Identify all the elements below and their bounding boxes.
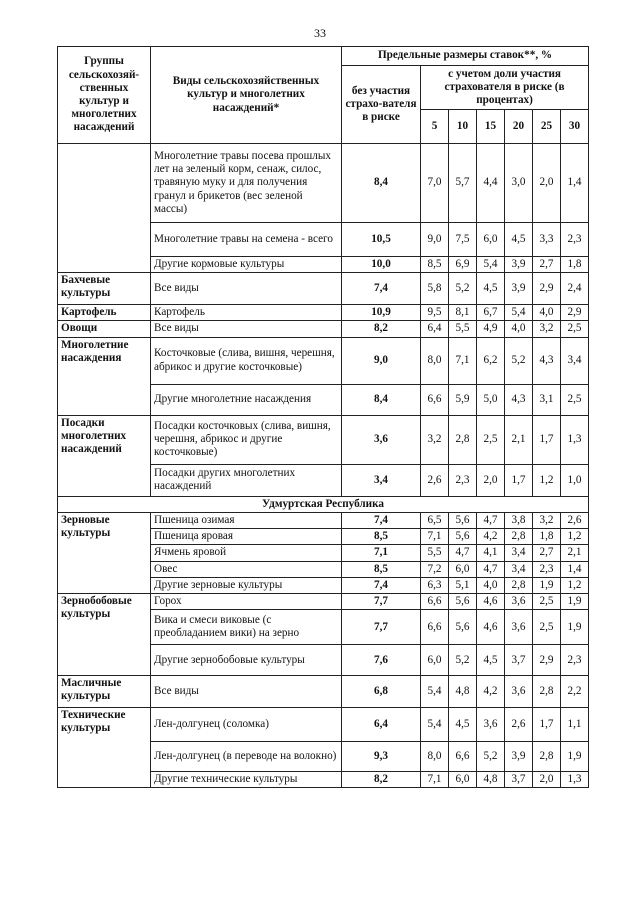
share-rate: 2,8 (533, 676, 561, 708)
share-rate: 1,2 (561, 529, 589, 545)
share-rate: 2,6 (561, 512, 589, 528)
share-rate: 5,6 (449, 610, 477, 645)
share-rate: 5,2 (449, 645, 477, 676)
share-rate: 9,5 (421, 305, 449, 321)
share-rate: 1,9 (533, 577, 561, 593)
crop-name: Другие технические культуры (151, 772, 342, 788)
crop-name: Ячмень яровой (151, 545, 342, 561)
share-rate: 2,6 (421, 464, 449, 496)
base-rate: 8,5 (342, 529, 421, 545)
table-row (58, 337, 589, 384)
header-share: 10 (449, 110, 477, 144)
crop-name: Другие зерновые культуры (151, 577, 342, 593)
share-rate: 2,6 (505, 708, 533, 742)
base-rate: 6,4 (342, 708, 421, 742)
share-rate: 2,3 (561, 223, 589, 257)
group-name: Многолетние насаждения (58, 337, 151, 415)
crop-name: Пшеница яровая (151, 529, 342, 545)
share-rate: 6,6 (449, 742, 477, 772)
share-rate: 6,0 (449, 772, 477, 788)
share-rate: 5,2 (449, 273, 477, 305)
base-rate: 10,5 (342, 223, 421, 257)
base-rate: 6,8 (342, 676, 421, 708)
group-name: Масличные культуры (58, 676, 151, 708)
share-rate: 4,5 (477, 273, 505, 305)
share-rate: 2,9 (533, 273, 561, 305)
base-rate: 7,6 (342, 645, 421, 676)
share-rate: 4,3 (505, 384, 533, 415)
share-rate: 2,3 (561, 645, 589, 676)
share-rate: 2,0 (533, 144, 561, 223)
base-rate: 8,4 (342, 144, 421, 223)
crop-name: Другие зернобобовые культуры (151, 645, 342, 676)
share-rate: 1,8 (533, 529, 561, 545)
header-share: 15 (477, 110, 505, 144)
base-rate: 10,0 (342, 257, 421, 273)
crop-name: Картофель (151, 305, 342, 321)
share-rate: 6,0 (421, 645, 449, 676)
share-rate: 2,5 (561, 321, 589, 337)
header-group: Группы сельскохозяй-ственных культур и многолетних насаждений (58, 47, 151, 144)
share-rate: 3,9 (505, 742, 533, 772)
share-rate: 1,9 (561, 742, 589, 772)
share-rate: 3,4 (561, 337, 589, 384)
share-rate: 4,4 (477, 144, 505, 223)
share-rate: 6,6 (421, 384, 449, 415)
share-rate: 1,7 (533, 415, 561, 464)
crop-name: Другие кормовые культуры (151, 257, 342, 273)
share-rate: 2,0 (533, 772, 561, 788)
share-rate: 2,5 (533, 610, 561, 645)
share-rate: 2,2 (561, 676, 589, 708)
share-rate: 5,4 (477, 257, 505, 273)
group-name: Бахчевые культуры (58, 273, 151, 305)
share-rate: 3,9 (505, 257, 533, 273)
share-rate: 5,2 (477, 742, 505, 772)
share-rate: 3,7 (505, 645, 533, 676)
share-rate: 8,0 (421, 742, 449, 772)
share-rate: 1,7 (533, 708, 561, 742)
base-rate: 7,4 (342, 577, 421, 593)
table-row (58, 593, 589, 609)
share-rate: 3,6 (505, 676, 533, 708)
share-rate: 2,9 (533, 645, 561, 676)
share-rate: 4,8 (477, 772, 505, 788)
share-rate: 6,3 (421, 577, 449, 593)
share-rate: 4,0 (477, 577, 505, 593)
base-rate: 7,7 (342, 610, 421, 645)
insurance-rates-table (57, 46, 589, 788)
table-row (58, 305, 589, 321)
share-rate: 5,5 (449, 321, 477, 337)
share-rate: 8,1 (449, 305, 477, 321)
crop-name: Многолетние травы на семена - всего (151, 223, 342, 257)
base-rate: 3,4 (342, 464, 421, 496)
region-row (58, 496, 589, 512)
share-rate: 2,8 (449, 415, 477, 464)
share-rate: 1,1 (561, 708, 589, 742)
share-rate: 5,6 (449, 593, 477, 609)
share-rate: 1,3 (561, 772, 589, 788)
crop-name: Многолетние травы посева прошлых лет на зеленый корм, сенаж, силос, травяную муку и для получения гранул и брикетов (вес зеленой массы) (151, 144, 342, 223)
share-rate: 5,8 (421, 273, 449, 305)
share-rate: 3,9 (505, 273, 533, 305)
share-rate: 4,5 (477, 645, 505, 676)
base-rate: 8,5 (342, 561, 421, 577)
share-rate: 4,7 (477, 512, 505, 528)
share-rate: 6,2 (477, 337, 505, 384)
share-rate: 5,4 (505, 305, 533, 321)
share-rate: 3,1 (533, 384, 561, 415)
share-rate: 1,8 (561, 257, 589, 273)
header-with-participation: с учетом доли участия страхователя в риске (в процентах) (421, 66, 589, 110)
share-rate: 4,0 (533, 305, 561, 321)
share-rate: 4,7 (477, 561, 505, 577)
table-row (58, 512, 589, 528)
header-share: 20 (505, 110, 533, 144)
share-rate: 8,0 (421, 337, 449, 384)
group-name: Зернобобовые культуры (58, 593, 151, 675)
share-rate: 7,5 (449, 223, 477, 257)
share-rate: 3,4 (505, 561, 533, 577)
header-kind: Виды сельскохозяйственных культур и многолетних насаждений* (151, 47, 342, 144)
base-rate: 7,4 (342, 273, 421, 305)
crop-name: Лен-долгунец (соломка) (151, 708, 342, 742)
crop-name: Горох (151, 593, 342, 609)
share-rate: 2,8 (505, 577, 533, 593)
share-rate: 4,8 (449, 676, 477, 708)
crop-name: Вика и смеси виковые (с преобладанием вики) на зерно (151, 610, 342, 645)
share-rate: 3,8 (505, 512, 533, 528)
table-row (58, 415, 589, 464)
crop-name: Косточковые (слива, вишня, черешня, абрикос и другие косточковые) (151, 337, 342, 384)
group-name: Зерновые культуры (58, 512, 151, 593)
base-rate: 3,6 (342, 415, 421, 464)
share-rate: 2,1 (505, 415, 533, 464)
share-rate: 5,6 (449, 529, 477, 545)
crop-name: Все виды (151, 321, 342, 337)
header-share: 5 (421, 110, 449, 144)
share-rate: 3,6 (505, 593, 533, 609)
share-rate: 6,0 (449, 561, 477, 577)
share-rate: 7,1 (421, 772, 449, 788)
share-rate: 1,4 (561, 144, 589, 223)
share-rate: 5,1 (449, 577, 477, 593)
share-rate: 4,5 (505, 223, 533, 257)
share-rate: 7,1 (421, 529, 449, 545)
group-name: Картофель (58, 305, 151, 321)
group-name: Технические культуры (58, 708, 151, 788)
share-rate: 5,5 (421, 545, 449, 561)
base-rate: 9,3 (342, 742, 421, 772)
share-rate: 6,4 (421, 321, 449, 337)
share-rate: 7,1 (449, 337, 477, 384)
share-rate: 2,1 (561, 545, 589, 561)
share-rate: 5,2 (505, 337, 533, 384)
share-rate: 4,3 (533, 337, 561, 384)
base-rate: 8,2 (342, 321, 421, 337)
share-rate: 5,7 (449, 144, 477, 223)
share-rate: 3,3 (533, 223, 561, 257)
table-row (58, 676, 589, 708)
share-rate: 5,4 (421, 708, 449, 742)
table-row (58, 708, 589, 742)
share-rate: 2,9 (561, 305, 589, 321)
share-rate: 5,6 (449, 512, 477, 528)
share-rate: 6,6 (421, 610, 449, 645)
share-rate: 4,0 (505, 321, 533, 337)
crop-name: Посадки косточковых (слива, вишня, черешня, абрикос и другие косточковые) (151, 415, 342, 464)
share-rate: 3,7 (505, 772, 533, 788)
share-rate: 4,6 (477, 610, 505, 645)
share-rate: 1,9 (561, 593, 589, 609)
share-rate: 2,8 (505, 529, 533, 545)
table-row (58, 144, 589, 223)
share-rate: 1,9 (561, 610, 589, 645)
share-rate: 2,4 (561, 273, 589, 305)
share-rate: 6,5 (421, 512, 449, 528)
share-rate: 2,5 (561, 384, 589, 415)
share-rate: 4,7 (449, 545, 477, 561)
share-rate: 3,2 (533, 512, 561, 528)
share-rate: 5,9 (449, 384, 477, 415)
base-rate: 8,4 (342, 384, 421, 415)
share-rate: 1,0 (561, 464, 589, 496)
base-rate: 9,0 (342, 337, 421, 384)
share-rate: 3,6 (477, 708, 505, 742)
share-rate: 4,2 (477, 529, 505, 545)
share-rate: 2,3 (449, 464, 477, 496)
table-row (58, 321, 589, 337)
share-rate: 3,2 (533, 321, 561, 337)
share-rate: 1,2 (561, 577, 589, 593)
share-rate: 2,8 (533, 742, 561, 772)
region-name: Удмуртская Республика (58, 496, 589, 512)
share-rate: 2,5 (533, 593, 561, 609)
header-share: 30 (561, 110, 589, 144)
share-rate: 1,4 (561, 561, 589, 577)
header-limits: Предельные размеры ставок**, % (342, 47, 589, 66)
share-rate: 5,4 (421, 676, 449, 708)
share-rate: 2,0 (477, 464, 505, 496)
base-rate: 7,7 (342, 593, 421, 609)
share-rate: 2,5 (477, 415, 505, 464)
share-rate: 1,3 (561, 415, 589, 464)
base-rate: 8,2 (342, 772, 421, 788)
group-name: Посадки многолетних насаждений (58, 415, 151, 496)
share-rate: 9,0 (421, 223, 449, 257)
crop-name: Овес (151, 561, 342, 577)
group-name: Овощи (58, 321, 151, 337)
crop-name: Все виды (151, 676, 342, 708)
base-rate: 10,9 (342, 305, 421, 321)
group-name (58, 144, 151, 273)
crop-name: Посадки других многолетних насаждений (151, 464, 342, 496)
header-share: 25 (533, 110, 561, 144)
share-rate: 6,7 (477, 305, 505, 321)
crop-name: Другие многолетние насаждения (151, 384, 342, 415)
share-rate: 3,6 (505, 610, 533, 645)
share-rate: 2,3 (533, 561, 561, 577)
share-rate: 6,9 (449, 257, 477, 273)
share-rate: 6,6 (421, 593, 449, 609)
share-rate: 3,2 (421, 415, 449, 464)
share-rate: 8,5 (421, 257, 449, 273)
header-no-participation: без участия страхо-вателя в риске (342, 66, 421, 144)
share-rate: 4,5 (449, 708, 477, 742)
page-number: 33 (314, 26, 326, 40)
share-rate: 3,0 (505, 144, 533, 223)
share-rate: 1,2 (533, 464, 561, 496)
share-rate: 7,2 (421, 561, 449, 577)
base-rate: 7,4 (342, 512, 421, 528)
crop-name: Все виды (151, 273, 342, 305)
crop-name: Лен-долгунец (в переводе на волокно) (151, 742, 342, 772)
share-rate: 1,7 (505, 464, 533, 496)
share-rate: 4,2 (477, 676, 505, 708)
share-rate: 2,7 (533, 545, 561, 561)
share-rate: 3,4 (505, 545, 533, 561)
crop-name: Пшеница озимая (151, 512, 342, 528)
table-row (58, 273, 589, 305)
share-rate: 6,0 (477, 223, 505, 257)
base-rate: 7,1 (342, 545, 421, 561)
share-rate: 4,9 (477, 321, 505, 337)
share-rate: 4,6 (477, 593, 505, 609)
share-rate: 5,0 (477, 384, 505, 415)
share-rate: 4,1 (477, 545, 505, 561)
share-rate: 7,0 (421, 144, 449, 223)
share-rate: 2,7 (533, 257, 561, 273)
